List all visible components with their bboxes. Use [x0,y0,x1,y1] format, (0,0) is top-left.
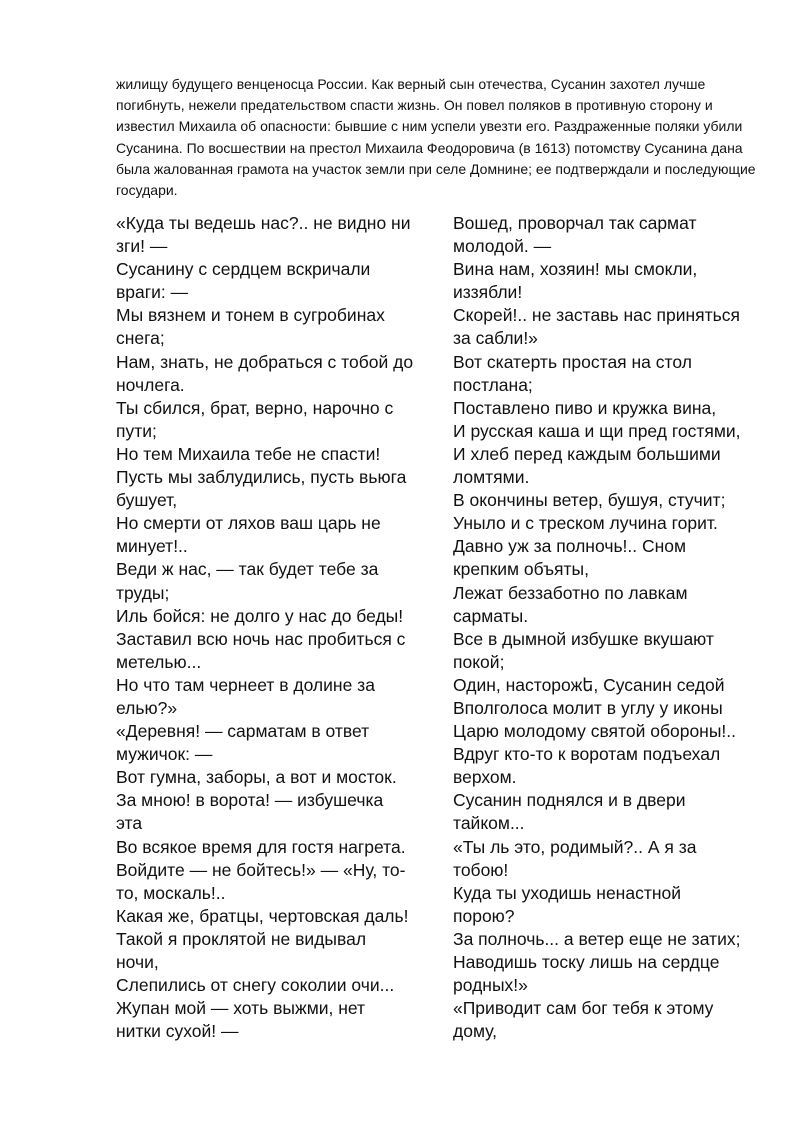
intro-line: погибнуть, нежели предательством спасти жизнь. Он повел поляков в противную сторону и [116,97,713,114]
poem-line: За полночь... а ветер еще не затих; [453,928,741,949]
poem-line: Сусанин поднялся и в двери [453,790,686,811]
poem-line: Иль бойся: не долго у нас до беды! [116,605,404,626]
poem-line: Пусть мы заблудились, пусть вьюга [116,467,407,488]
poem-line: ночлега. [116,374,185,395]
poem-column-left [116,212,416,1043]
poem-line: пути; [116,420,157,441]
poem-line: Какая же, братцы, чертовская даль! [116,905,409,926]
poem-line: Вот гумна, заборы, а вот и мосток. [116,767,397,788]
poem-line: ночи, [116,952,159,972]
poem-line: За мною! в ворота! — избушечка [116,790,384,811]
intro-line: была жалованная грамота на участок земли при селе Домнине; ее подтверждали и последующие [116,160,756,177]
poem-line: елью?» [116,697,178,718]
poem-line: Сусанину с сердцем вскричали [116,259,371,280]
poem-line: Во всякое время для гостя нагрета. [116,836,406,857]
poem-line: Наводишь тоску лишь на сердце [453,952,720,972]
poem-line: Вдруг кто-то к воротам подъехал [453,744,721,765]
poem-line: Но что там чернеет в долине за [116,674,375,695]
poem-line: Вошед, проворчал так сармат [453,213,697,233]
poem-line: нитки сухой! — [116,1021,239,1042]
poem-line: тобою! [453,859,509,880]
poem-line: «Ты ль это, родимый?.. А я за [453,836,697,857]
poem-line: труды; [116,582,170,603]
intro-paragraph [116,74,756,201]
poem-line: снега; [116,328,165,349]
poem-line: Все в дымной избушке вкушают [453,628,714,649]
poem-line: Скорей!.. не заставь нас приняться [453,305,740,326]
intro-line: известил Михаила об опасности: бывшие с ним успели увезти его. Раздраженные поляки убили [116,118,743,135]
poem-line: Жупан мой — хоть выжми, нет [116,998,366,1019]
poem-line: верхом. [453,767,517,788]
poem-line: эта [116,813,143,834]
poem-line: Лежат беззаботно по лавкам [453,582,688,603]
poem-line: Куда ты уходишь ненастной [453,882,682,903]
poem-line: «Приводит сам бог тебя к этому [453,998,714,1019]
poem-line: иззябли! [453,282,523,303]
poem-line: молодой. — [453,236,552,257]
poem-line: Такой я проклятой не видывал [116,928,367,949]
poem-line: сарматы. [453,605,529,626]
poem-line: «Деревня! — сарматам в ответ [116,721,370,742]
poem-line: Веди ж нас, — так будет тебе за [116,559,379,580]
poem-line: Слепились от снегу соколии очи... [116,975,395,996]
poem-line: покой; [453,651,505,672]
poem-line: Но тем Михаила тебе не спасти! [116,443,381,464]
poem-line: порою? [453,905,515,926]
poem-line: Но смерти от ляхов ваш царь не [116,513,381,534]
poem-line: враги: — [116,282,189,303]
intro-line: жилищу будущего венценосца России. Как верный сын отечества, Сусанин захотел лучше [116,76,706,92]
poem-line: Один, насторожե, Сусанин седой [453,674,725,695]
poem-line: Царю молодому святой обороны!.. [453,721,736,742]
poem-column-right [453,212,753,1043]
poem-line: Давно уж за полночь!.. Сном [453,536,687,557]
poem-line: Уныло и с треском лучина горит. [453,513,718,534]
poem-line: метелью... [116,651,202,672]
poem-line: зги! — [116,236,168,257]
poem-line: И хлеб перед каждым большими [453,443,721,464]
poem-line: Вот скатерть простая на стол [453,351,692,372]
poem-line: дому, [453,1021,498,1042]
poem-line: постлана; [453,374,533,395]
poem-line: минует!.. [116,536,188,557]
poem-line: Войдите — не бойтесь!» — «Ну, то- [116,859,406,880]
poem-line: Нам, знать, не добраться с тобой до [116,351,414,372]
poem-line: за сабли!» [453,328,538,349]
poem-line: Вполголоса молит в углу у иконы [453,697,723,718]
poem-line: Мы вязнем и тонем в сугробинах [116,305,385,326]
poem-line: тайком... [453,813,525,834]
poem-line: Ты сбился, брат, верно, нарочно с [116,397,394,418]
poem-line: И русская каша и щи пред гостями, [453,420,741,441]
poem-line: крепким объяты, [453,559,589,580]
poem-line: бушует, [116,490,178,511]
poem-line: мужичок: — [116,744,213,765]
poem-line: родных!» [453,975,528,996]
poem-line: Поставлено пиво и кружка вина, [453,397,717,418]
intro-line: Сусанина. По восшествии на престол Михаила Феодоровича (в 1613) потомству Сусанина дана [116,139,743,156]
poem-line: ломтями. [453,467,530,488]
poem-line: В окончины ветер, бушуя, стучит; [453,490,726,511]
poem-line: Заставил всю ночь нас пробиться с [116,628,406,649]
poem-line: Вина нам, хозяин! мы смокли, [453,259,698,280]
poem-line: то, москаль!.. [116,882,226,903]
poem-line: «Куда ты ведешь нас?.. не видно ни [116,213,411,233]
intro-line: государи. [116,182,178,199]
